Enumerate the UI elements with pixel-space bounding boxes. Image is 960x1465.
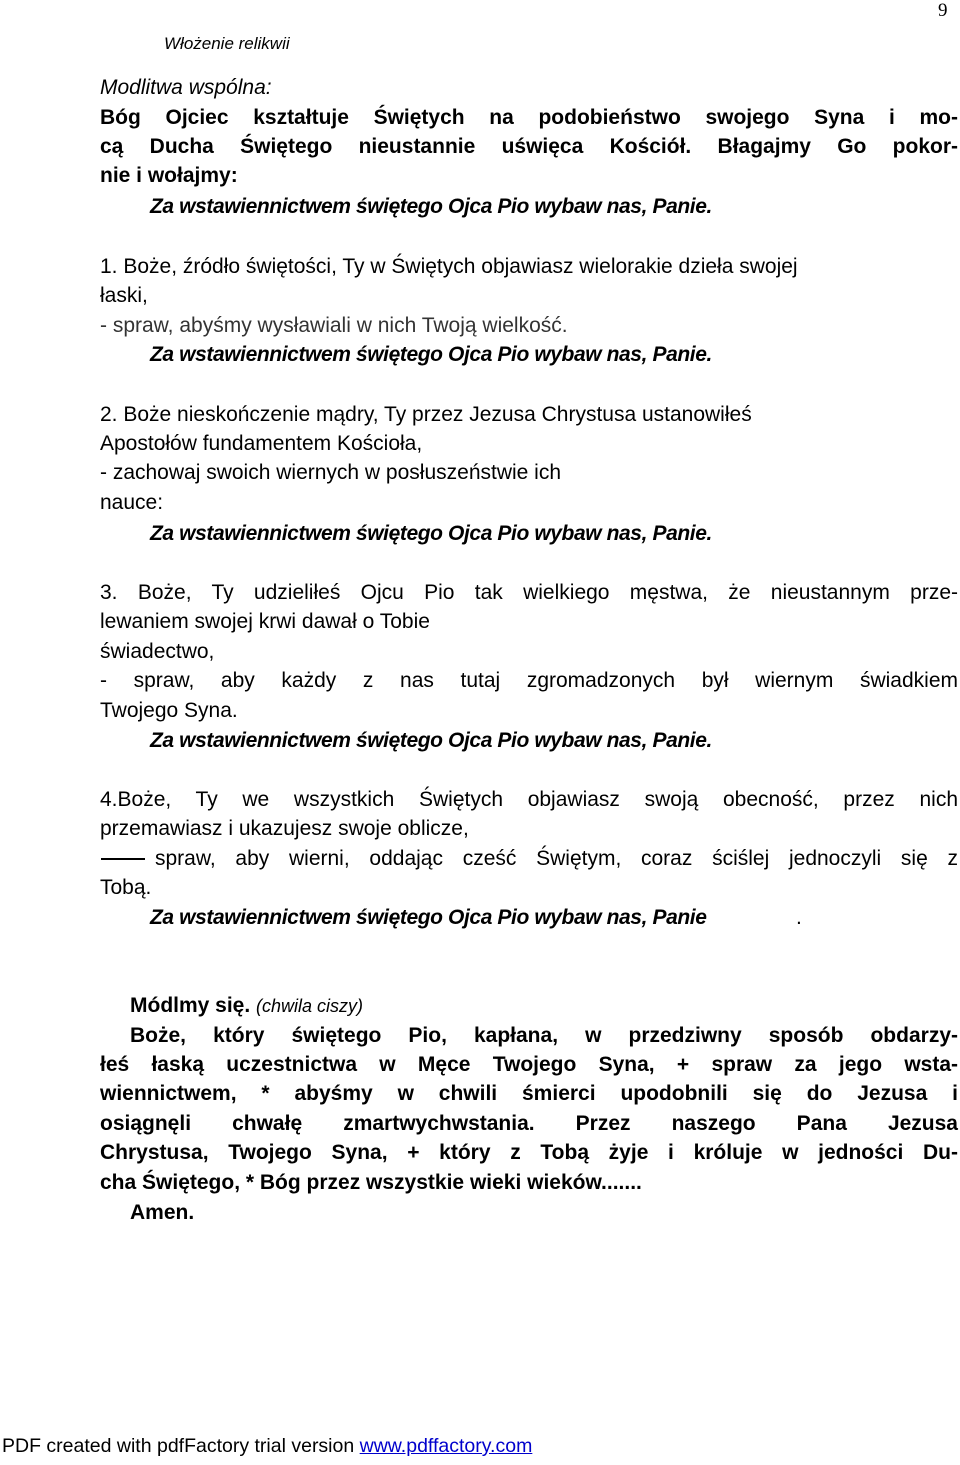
section-title: Włożenie relikwii: [164, 34, 290, 53]
closing-line: łeś łaską uczestnictwa w Męce Twojego Syna, + spraw za jego wsta-: [100, 1053, 958, 1076]
closing-note: (chwila ciszy): [256, 996, 364, 1016]
petition-line: 4.Boże, Ty we wszystkich Świętych objawiasz swoją obecność, przez nich: [100, 788, 958, 811]
response-line: Za wstawiennictwem świętego Ojca Pio wybaw nas, Panie.: [150, 195, 712, 218]
closing-line: cha Świętego, * Bóg przez wszystkie wieki wieków.......: [100, 1171, 642, 1194]
intro-label: Modlitwa wspólna:: [100, 76, 272, 99]
petition-line: - zachowaj swoich wiernych w posłuszeństwie ich: [100, 461, 562, 484]
petition-line-text: spraw, aby wierni, oddając cześć Świętym, coraz ściślej jednoczyli się z: [155, 847, 958, 870]
petition-line: Apostołów fundamentem Kościoła,: [100, 432, 423, 455]
page-number: 9: [938, 0, 948, 21]
response-end-period: .: [796, 906, 802, 929]
closing-heading: Módlmy się.: [130, 994, 251, 1017]
response-line: Za wstawiennictwem świętego Ojca Pio wybaw nas, Panie: [150, 906, 707, 929]
footer-text: PDF created with pdfFactory trial version: [2, 1435, 360, 1457]
closing-line: wiennictwem, * abyśmy w chwili śmierci upodobnili się do Jezusa i: [100, 1082, 958, 1105]
petition-line-with-dash: [100, 844, 958, 873]
petition-line: łaski,: [100, 284, 148, 307]
amen: Amen.: [130, 1201, 195, 1224]
response-line: Za wstawiennictwem świętego Ojca Pio wybaw nas, Panie.: [150, 729, 712, 752]
petition-line: - spraw, abyśmy wysławiali w nich Twoją wielkość.: [100, 314, 568, 337]
petition-line: - spraw, aby każdy z nas tutaj zgromadzonych był wiernym świadkiem: [100, 669, 958, 692]
petition-line: lewaniem swojej krwi dawał o Tobie: [100, 610, 430, 633]
response-line: Za wstawiennictwem świętego Ojca Pio wybaw nas, Panie.: [150, 343, 712, 366]
intro-line: Bóg Ojciec kształtuje Świętych na podobieństwo swojego Syna i mo-: [100, 106, 958, 129]
intro-line: nie i wołajmy:: [100, 164, 238, 187]
closing-heading-line: [130, 991, 363, 1021]
closing-line: Boże, który świętego Pio, kapłana, w przedziwny sposób obdarzy-: [130, 1024, 958, 1047]
em-dash: [101, 858, 145, 860]
petition-line: 3. Boże, Ty udzieliłeś Ojcu Pio tak wielkiego męstwa, że nieustannym prze-: [100, 581, 958, 604]
closing-line: Chrystusa, Twojego Syna, + który z Tobą żyje i króluje w jedności Du-: [100, 1141, 958, 1164]
petition-line: świadectwo,: [100, 640, 215, 663]
footer: [2, 1435, 532, 1458]
response-line: Za wstawiennictwem świętego Ojca Pio wybaw nas, Panie.: [150, 522, 712, 545]
petition-line: przemawiasz i ukazujesz swoje oblicze,: [100, 817, 469, 840]
petition-line: 1. Boże, źródło świętości, Ty w Świętych objawiasz wielorakie dzieła swojej: [100, 255, 798, 278]
intro-line: cą Ducha Świętego nieustannie uświęca Kościół. Błagajmy Go pokor-: [100, 135, 958, 158]
petition-line: Tobą.: [100, 876, 152, 899]
petition-line: Twojego Syna.: [100, 699, 238, 722]
petition-line: 2. Boże nieskończenie mądry, Ty przez Jezusa Chrystusa ustanowiłeś: [100, 403, 752, 426]
footer-link[interactable]: www.pdffactory.com: [359, 1435, 533, 1457]
petition-line: nauce:: [100, 491, 164, 514]
closing-line: osiągnęli chwałę zmartwychwstania. Przez naszego Pana Jezusa: [100, 1112, 958, 1135]
